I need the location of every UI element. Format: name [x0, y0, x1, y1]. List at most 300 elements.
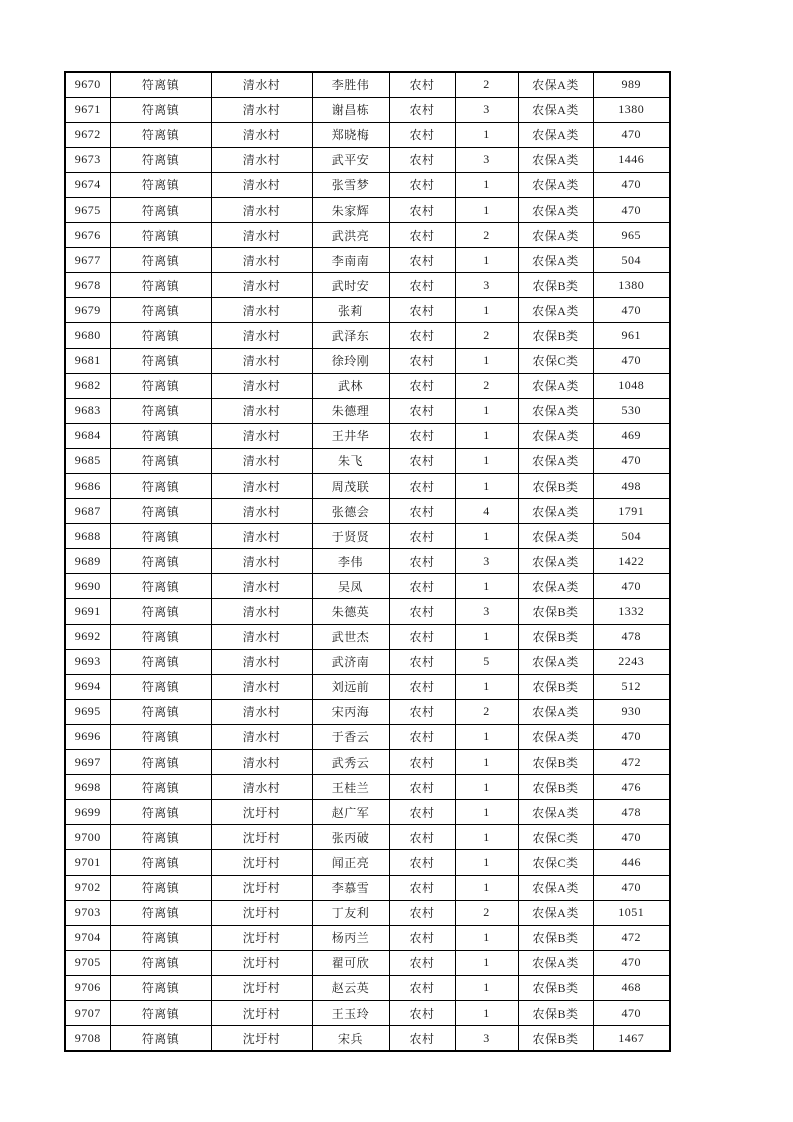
- cell-id: 9680: [65, 323, 110, 348]
- cell-insurance-category: 农保B类: [518, 273, 593, 298]
- cell-town: 符离镇: [110, 1026, 211, 1051]
- cell-amount: 498: [593, 474, 670, 499]
- cell-village: 沈圩村: [211, 975, 312, 1000]
- cell-person-count: 1: [455, 398, 518, 423]
- cell-amount: 1380: [593, 97, 670, 122]
- cell-person-count: 1: [455, 1000, 518, 1025]
- cell-amount: 478: [593, 624, 670, 649]
- cell-amount: 530: [593, 398, 670, 423]
- cell-residence-type: 农村: [389, 750, 455, 775]
- cell-insurance-category: 农保B类: [518, 323, 593, 348]
- cell-person-count: 2: [455, 699, 518, 724]
- cell-village: 沈圩村: [211, 800, 312, 825]
- cell-id: 9698: [65, 775, 110, 800]
- cell-id: 9694: [65, 674, 110, 699]
- cell-id: 9682: [65, 373, 110, 398]
- cell-person-count: 1: [455, 750, 518, 775]
- cell-village: 清水村: [211, 448, 312, 473]
- cell-amount: 470: [593, 1000, 670, 1025]
- cell-amount: 1380: [593, 273, 670, 298]
- cell-id: 9676: [65, 223, 110, 248]
- cell-village: 清水村: [211, 699, 312, 724]
- cell-person-name: 宋兵: [312, 1026, 389, 1051]
- cell-person-count: 1: [455, 800, 518, 825]
- cell-residence-type: 农村: [389, 398, 455, 423]
- cell-person-count: 1: [455, 172, 518, 197]
- cell-person-name: 赵广军: [312, 800, 389, 825]
- cell-amount: 476: [593, 775, 670, 800]
- cell-town: 符离镇: [110, 223, 211, 248]
- cell-id: 9688: [65, 524, 110, 549]
- cell-person-name: 王井华: [312, 423, 389, 448]
- cell-village: 沈圩村: [211, 875, 312, 900]
- cell-town: 符离镇: [110, 925, 211, 950]
- cell-town: 符离镇: [110, 649, 211, 674]
- cell-village: 清水村: [211, 373, 312, 398]
- cell-insurance-category: 农保A类: [518, 499, 593, 524]
- cell-town: 符离镇: [110, 298, 211, 323]
- cell-insurance-category: 农保A类: [518, 72, 593, 97]
- cell-id: 9671: [65, 97, 110, 122]
- cell-person-name: 武平安: [312, 147, 389, 172]
- cell-town: 符离镇: [110, 975, 211, 1000]
- cell-town: 符离镇: [110, 448, 211, 473]
- cell-town: 符离镇: [110, 950, 211, 975]
- cell-person-name: 武秀云: [312, 750, 389, 775]
- cell-insurance-category: 农保A类: [518, 649, 593, 674]
- cell-person-name: 郑晓梅: [312, 122, 389, 147]
- cell-person-name: 李南南: [312, 248, 389, 273]
- cell-person-name: 周茂联: [312, 474, 389, 499]
- cell-village: 清水村: [211, 599, 312, 624]
- cell-amount: 2243: [593, 649, 670, 674]
- table-row: [65, 925, 670, 950]
- cell-person-count: 5: [455, 649, 518, 674]
- cell-town: 符离镇: [110, 800, 211, 825]
- cell-person-count: 1: [455, 825, 518, 850]
- cell-residence-type: 农村: [389, 147, 455, 172]
- cell-person-name: 于贤贤: [312, 524, 389, 549]
- cell-town: 符离镇: [110, 423, 211, 448]
- table-row: [65, 398, 670, 423]
- cell-person-count: 3: [455, 273, 518, 298]
- cell-person-count: 1: [455, 524, 518, 549]
- cell-id: 9670: [65, 72, 110, 97]
- cell-insurance-category: 农保A类: [518, 574, 593, 599]
- table-row: [65, 197, 670, 222]
- cell-insurance-category: 农保B类: [518, 1000, 593, 1025]
- cell-person-name: 张莉: [312, 298, 389, 323]
- table-body: [65, 72, 670, 1051]
- cell-person-name: 李胜伟: [312, 72, 389, 97]
- cell-town: 符离镇: [110, 122, 211, 147]
- cell-insurance-category: 农保C类: [518, 850, 593, 875]
- cell-town: 符离镇: [110, 273, 211, 298]
- cell-id: 9706: [65, 975, 110, 1000]
- cell-insurance-category: 农保A类: [518, 122, 593, 147]
- cell-residence-type: 农村: [389, 950, 455, 975]
- cell-residence-type: 农村: [389, 448, 455, 473]
- cell-amount: 1048: [593, 373, 670, 398]
- cell-person-name: 朱德理: [312, 398, 389, 423]
- table-row: [65, 825, 670, 850]
- cell-town: 符离镇: [110, 348, 211, 373]
- table-row: [65, 273, 670, 298]
- cell-residence-type: 农村: [389, 775, 455, 800]
- cell-insurance-category: 农保C类: [518, 348, 593, 373]
- table-row: [65, 900, 670, 925]
- cell-insurance-category: 农保A类: [518, 875, 593, 900]
- cell-village: 清水村: [211, 172, 312, 197]
- cell-insurance-category: 农保A类: [518, 398, 593, 423]
- cell-amount: 1051: [593, 900, 670, 925]
- cell-residence-type: 农村: [389, 724, 455, 749]
- cell-residence-type: 农村: [389, 1026, 455, 1051]
- table-row: [65, 423, 670, 448]
- cell-id: 9672: [65, 122, 110, 147]
- cell-village: 清水村: [211, 223, 312, 248]
- cell-town: 符离镇: [110, 549, 211, 574]
- cell-residence-type: 农村: [389, 875, 455, 900]
- table-row: [65, 674, 670, 699]
- cell-amount: 470: [593, 574, 670, 599]
- cell-residence-type: 农村: [389, 298, 455, 323]
- cell-town: 符离镇: [110, 147, 211, 172]
- cell-id: 9687: [65, 499, 110, 524]
- cell-id: 9685: [65, 448, 110, 473]
- cell-village: 清水村: [211, 775, 312, 800]
- table-row: [65, 298, 670, 323]
- cell-residence-type: 农村: [389, 900, 455, 925]
- cell-person-name: 谢昌栋: [312, 97, 389, 122]
- table-row: [65, 97, 670, 122]
- cell-town: 符离镇: [110, 850, 211, 875]
- cell-person-count: 3: [455, 147, 518, 172]
- cell-person-name: 徐玲刚: [312, 348, 389, 373]
- cell-residence-type: 农村: [389, 499, 455, 524]
- cell-amount: 470: [593, 825, 670, 850]
- cell-village: 清水村: [211, 423, 312, 448]
- cell-residence-type: 农村: [389, 674, 455, 699]
- cell-insurance-category: 农保A类: [518, 800, 593, 825]
- cell-village: 清水村: [211, 97, 312, 122]
- table-row: [65, 373, 670, 398]
- cell-amount: 478: [593, 800, 670, 825]
- cell-village: 清水村: [211, 499, 312, 524]
- cell-person-name: 张德会: [312, 499, 389, 524]
- cell-person-count: 1: [455, 348, 518, 373]
- cell-town: 符离镇: [110, 97, 211, 122]
- cell-amount: 469: [593, 423, 670, 448]
- cell-person-count: 1: [455, 574, 518, 599]
- cell-amount: 470: [593, 950, 670, 975]
- cell-amount: 1422: [593, 549, 670, 574]
- cell-insurance-category: 农保B类: [518, 975, 593, 1000]
- cell-id: 9707: [65, 1000, 110, 1025]
- cell-person-name: 宋丙海: [312, 699, 389, 724]
- cell-person-name: 杨丙兰: [312, 925, 389, 950]
- cell-residence-type: 农村: [389, 97, 455, 122]
- cell-insurance-category: 农保A类: [518, 448, 593, 473]
- cell-village: 沈圩村: [211, 850, 312, 875]
- cell-person-name: 张丙破: [312, 825, 389, 850]
- cell-amount: 468: [593, 975, 670, 1000]
- cell-residence-type: 农村: [389, 248, 455, 273]
- cell-village: 沈圩村: [211, 825, 312, 850]
- cell-id: 9678: [65, 273, 110, 298]
- cell-insurance-category: 农保A类: [518, 223, 593, 248]
- cell-town: 符离镇: [110, 574, 211, 599]
- cell-amount: 470: [593, 348, 670, 373]
- cell-person-count: 1: [455, 875, 518, 900]
- table-row: [65, 800, 670, 825]
- cell-id: 9686: [65, 474, 110, 499]
- cell-village: 沈圩村: [211, 925, 312, 950]
- cell-person-name: 武世杰: [312, 624, 389, 649]
- cell-amount: 470: [593, 197, 670, 222]
- cell-residence-type: 农村: [389, 373, 455, 398]
- cell-town: 符离镇: [110, 524, 211, 549]
- table-row: [65, 775, 670, 800]
- cell-person-count: 1: [455, 624, 518, 649]
- table-row: [65, 474, 670, 499]
- cell-town: 符离镇: [110, 599, 211, 624]
- cell-insurance-category: 农保B类: [518, 750, 593, 775]
- cell-amount: 470: [593, 122, 670, 147]
- table-row: [65, 699, 670, 724]
- cell-person-name: 王桂兰: [312, 775, 389, 800]
- cell-insurance-category: 农保A类: [518, 549, 593, 574]
- table-row: [65, 1026, 670, 1051]
- cell-residence-type: 农村: [389, 599, 455, 624]
- cell-person-count: 3: [455, 599, 518, 624]
- cell-insurance-category: 农保B类: [518, 674, 593, 699]
- cell-insurance-category: 农保A类: [518, 248, 593, 273]
- cell-village: 清水村: [211, 549, 312, 574]
- cell-person-name: 朱飞: [312, 448, 389, 473]
- table-row: [65, 223, 670, 248]
- cell-residence-type: 农村: [389, 197, 455, 222]
- table-row: [65, 750, 670, 775]
- cell-residence-type: 农村: [389, 549, 455, 574]
- cell-amount: 470: [593, 724, 670, 749]
- cell-person-count: 3: [455, 1026, 518, 1051]
- cell-village: 清水村: [211, 750, 312, 775]
- cell-amount: 1791: [593, 499, 670, 524]
- cell-amount: 1467: [593, 1026, 670, 1051]
- table-row: [65, 122, 670, 147]
- cell-town: 符离镇: [110, 624, 211, 649]
- table-row: [65, 1000, 670, 1025]
- cell-person-count: 1: [455, 975, 518, 1000]
- cell-person-count: 1: [455, 298, 518, 323]
- cell-town: 符离镇: [110, 172, 211, 197]
- table-row: [65, 950, 670, 975]
- cell-person-name: 吴凤: [312, 574, 389, 599]
- cell-id: 9699: [65, 800, 110, 825]
- cell-town: 符离镇: [110, 724, 211, 749]
- cell-town: 符离镇: [110, 875, 211, 900]
- benefit-roster-table: [64, 71, 671, 1052]
- cell-town: 符离镇: [110, 323, 211, 348]
- cell-residence-type: 农村: [389, 72, 455, 97]
- cell-village: 沈圩村: [211, 900, 312, 925]
- cell-id: 9679: [65, 298, 110, 323]
- cell-residence-type: 农村: [389, 423, 455, 448]
- cell-insurance-category: 农保A类: [518, 524, 593, 549]
- cell-person-count: 1: [455, 423, 518, 448]
- cell-id: 9696: [65, 724, 110, 749]
- cell-village: 清水村: [211, 574, 312, 599]
- cell-person-count: 1: [455, 122, 518, 147]
- cell-village: 清水村: [211, 273, 312, 298]
- cell-town: 符离镇: [110, 197, 211, 222]
- cell-amount: 1446: [593, 147, 670, 172]
- cell-residence-type: 农村: [389, 172, 455, 197]
- table-row: [65, 524, 670, 549]
- table-row: [65, 850, 670, 875]
- cell-village: 沈圩村: [211, 1000, 312, 1025]
- table-row: [65, 172, 670, 197]
- cell-id: 9684: [65, 423, 110, 448]
- cell-town: 符离镇: [110, 248, 211, 273]
- cell-residence-type: 农村: [389, 122, 455, 147]
- cell-amount: 1332: [593, 599, 670, 624]
- cell-residence-type: 农村: [389, 925, 455, 950]
- cell-amount: 512: [593, 674, 670, 699]
- cell-town: 符离镇: [110, 499, 211, 524]
- cell-id: 9704: [65, 925, 110, 950]
- table-row: [65, 574, 670, 599]
- cell-residence-type: 农村: [389, 800, 455, 825]
- cell-id: 9675: [65, 197, 110, 222]
- cell-insurance-category: 农保B类: [518, 775, 593, 800]
- cell-insurance-category: 农保A类: [518, 900, 593, 925]
- cell-amount: 472: [593, 750, 670, 775]
- table-row: [65, 649, 670, 674]
- cell-person-count: 3: [455, 549, 518, 574]
- cell-insurance-category: 农保A类: [518, 373, 593, 398]
- cell-person-name: 赵云英: [312, 975, 389, 1000]
- cell-person-name: 朱德英: [312, 599, 389, 624]
- table-row: [65, 499, 670, 524]
- cell-person-count: 1: [455, 724, 518, 749]
- cell-insurance-category: 农保A类: [518, 423, 593, 448]
- table-row: [65, 875, 670, 900]
- cell-town: 符离镇: [110, 373, 211, 398]
- cell-person-name: 李慕雪: [312, 875, 389, 900]
- cell-amount: 965: [593, 223, 670, 248]
- cell-person-count: 1: [455, 950, 518, 975]
- cell-person-name: 朱家辉: [312, 197, 389, 222]
- cell-town: 符离镇: [110, 750, 211, 775]
- cell-residence-type: 农村: [389, 524, 455, 549]
- cell-amount: 504: [593, 524, 670, 549]
- cell-insurance-category: 农保B类: [518, 599, 593, 624]
- cell-town: 符离镇: [110, 474, 211, 499]
- cell-id: 9705: [65, 950, 110, 975]
- table-row: [65, 975, 670, 1000]
- table-row: [65, 323, 670, 348]
- cell-id: 9701: [65, 850, 110, 875]
- cell-person-count: 1: [455, 925, 518, 950]
- cell-insurance-category: 农保A类: [518, 699, 593, 724]
- cell-village: 清水村: [211, 298, 312, 323]
- cell-town: 符离镇: [110, 674, 211, 699]
- cell-insurance-category: 农保B类: [518, 624, 593, 649]
- cell-id: 9692: [65, 624, 110, 649]
- cell-person-name: 刘远前: [312, 674, 389, 699]
- cell-amount: 446: [593, 850, 670, 875]
- cell-village: 清水村: [211, 147, 312, 172]
- cell-person-count: 1: [455, 248, 518, 273]
- cell-id: 9674: [65, 172, 110, 197]
- cell-town: 符离镇: [110, 900, 211, 925]
- cell-id: 9695: [65, 699, 110, 724]
- cell-person-count: 1: [455, 474, 518, 499]
- cell-amount: 470: [593, 875, 670, 900]
- cell-residence-type: 农村: [389, 850, 455, 875]
- cell-person-count: 1: [455, 850, 518, 875]
- cell-village: 清水村: [211, 524, 312, 549]
- cell-person-count: 2: [455, 72, 518, 97]
- cell-person-count: 1: [455, 448, 518, 473]
- table-row: [65, 724, 670, 749]
- table-row: [65, 624, 670, 649]
- cell-person-name: 王玉玲: [312, 1000, 389, 1025]
- cell-person-count: 4: [455, 499, 518, 524]
- cell-person-count: 2: [455, 323, 518, 348]
- cell-amount: 504: [593, 248, 670, 273]
- cell-id: 9697: [65, 750, 110, 775]
- cell-residence-type: 农村: [389, 1000, 455, 1025]
- cell-person-count: 2: [455, 223, 518, 248]
- cell-id: 9693: [65, 649, 110, 674]
- cell-person-count: 1: [455, 674, 518, 699]
- cell-person-name: 李伟: [312, 549, 389, 574]
- cell-insurance-category: 农保A类: [518, 197, 593, 222]
- cell-insurance-category: 农保A类: [518, 147, 593, 172]
- cell-residence-type: 农村: [389, 348, 455, 373]
- cell-id: 9689: [65, 549, 110, 574]
- cell-person-name: 武济南: [312, 649, 389, 674]
- cell-village: 清水村: [211, 197, 312, 222]
- cell-town: 符离镇: [110, 775, 211, 800]
- cell-village: 清水村: [211, 248, 312, 273]
- cell-village: 沈圩村: [211, 950, 312, 975]
- table-row: [65, 72, 670, 97]
- cell-residence-type: 农村: [389, 699, 455, 724]
- cell-residence-type: 农村: [389, 223, 455, 248]
- cell-id: 9703: [65, 900, 110, 925]
- cell-residence-type: 农村: [389, 574, 455, 599]
- cell-village: 清水村: [211, 649, 312, 674]
- cell-town: 符离镇: [110, 825, 211, 850]
- cell-person-count: 3: [455, 97, 518, 122]
- cell-person-name: 丁友利: [312, 900, 389, 925]
- cell-amount: 470: [593, 298, 670, 323]
- cell-person-count: 1: [455, 775, 518, 800]
- cell-person-count: 2: [455, 900, 518, 925]
- cell-village: 清水村: [211, 348, 312, 373]
- cell-id: 9683: [65, 398, 110, 423]
- cell-id: 9681: [65, 348, 110, 373]
- cell-id: 9677: [65, 248, 110, 273]
- cell-amount: 989: [593, 72, 670, 97]
- cell-amount: 470: [593, 172, 670, 197]
- cell-town: 符离镇: [110, 72, 211, 97]
- cell-id: 9708: [65, 1026, 110, 1051]
